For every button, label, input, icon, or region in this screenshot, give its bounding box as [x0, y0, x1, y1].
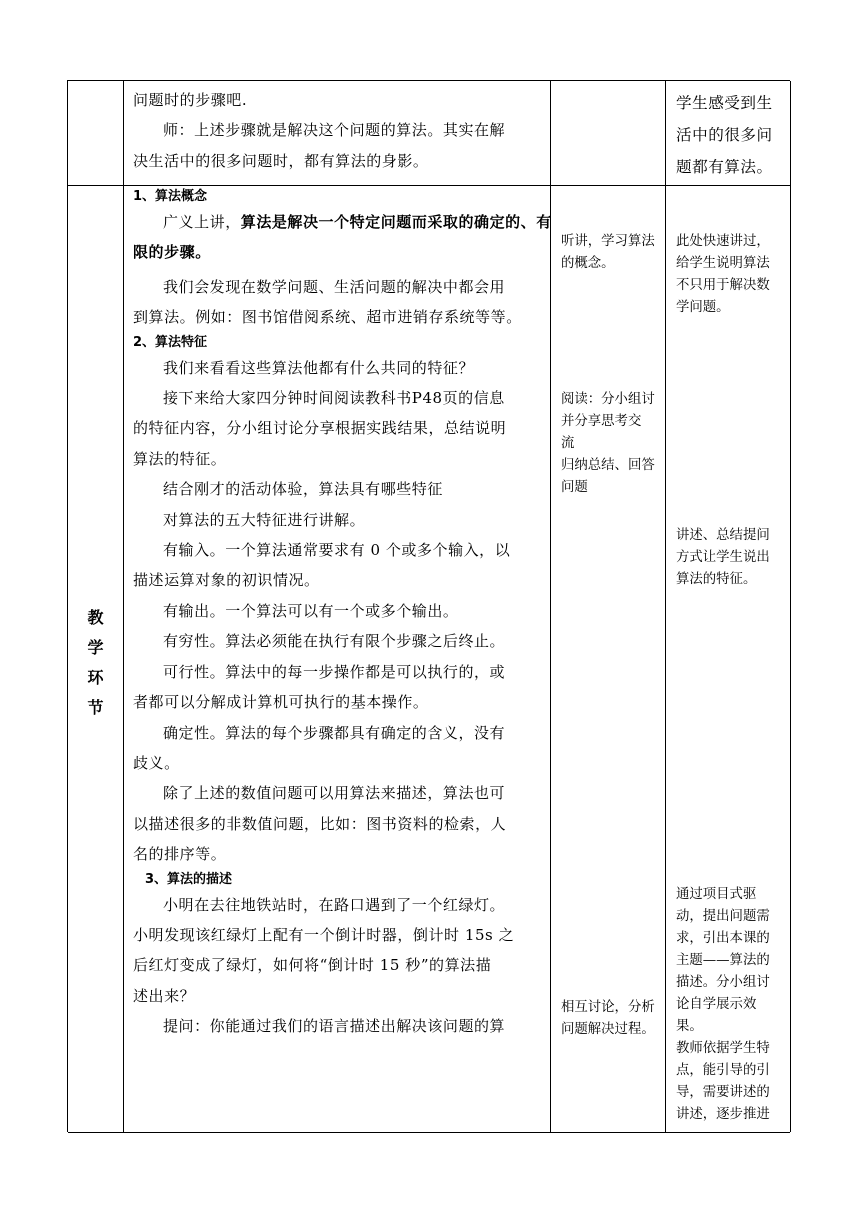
note-line: 主题——算法的 [676, 953, 770, 968]
activity-line: 相互讨论，分析 [561, 1000, 655, 1015]
text-line: 小明在去往地铁站时，在路口遇到了一个红绿灯。 [163, 895, 506, 914]
section-heading: 2、算法特征 [133, 334, 208, 350]
text-line: 歧义。 [133, 753, 180, 772]
section-label [68, 603, 123, 723]
student-activity-features [561, 389, 655, 499]
section-label-char: 学 [87, 638, 104, 657]
note-line: 算法的特征。 [676, 572, 757, 587]
note-line: 动，提出问题需 [676, 909, 770, 924]
text-line: 描述运算对象的初识情况。 [133, 571, 320, 590]
text-line: 的特征内容，分小组讨论分享根据实践结果，总结说明 [133, 419, 507, 438]
text-line: 以描述很多的非数值问题，比如：图书资料的检索，人 [133, 814, 507, 833]
note-line: 论自学展示效 [676, 997, 757, 1012]
text-line: 可行性。算法中的每一步操作都是可以执行的，或 [163, 662, 506, 681]
section-heading: 3、算法的描述 [145, 871, 233, 887]
text-line: 结合刚才的活动体验，算法具有哪些特征 [163, 480, 443, 499]
activity-line: 流 [561, 436, 575, 451]
note-line: 通过项目式驱 [676, 887, 757, 902]
section-label-char: 节 [87, 698, 104, 717]
text-line: 除了上述的数值问题可以用算法来描述，算法也可 [163, 784, 506, 803]
top-row-text [133, 85, 505, 176]
student-activity-description [561, 997, 655, 1041]
text-line: 提问：你能通过我们的语言描述出解决该问题的算 [163, 1017, 506, 1036]
row-divider [68, 1132, 790, 1133]
activity-line: 问题解决过程。 [561, 1022, 655, 1037]
text-line: 我们会发现在数学问题、生活问题的解决中都会用 [163, 277, 506, 296]
text-line: 决生活中的很多问题时，都有算法的身影。 [133, 151, 429, 170]
activity-line: 阅读：分小组讨 [561, 392, 655, 407]
definition-bold: 算法是解决一个特定问题而采取的确定的、有 [240, 213, 552, 231]
text-line: 确定性。算法的每个步骤都具有确定的含义，没有 [163, 723, 506, 742]
text-line: 小明发现该红绿灯上配有一个倒计时器，倒计时 15s 之 [133, 925, 515, 944]
note-line: 不只用于解决数 [676, 278, 770, 293]
note-line: 教师依据学生特 [676, 1041, 770, 1056]
note-line: 学生感受到生 [676, 94, 773, 112]
note-line: 讲述、总结提问 [676, 528, 770, 543]
note-line: 描述。分小组讨 [676, 975, 770, 990]
note-line: 方式让学生说出 [676, 550, 770, 565]
text-line: 有输出。一个算法可以有一个或多个输出。 [163, 601, 459, 620]
column-divider [123, 81, 124, 1132]
text-line: 师：上述步骤就是解决这个问题的算法。其实在解 [163, 121, 506, 140]
section-label-char: 教 [87, 608, 104, 627]
definition-line [133, 207, 552, 237]
text-line: 接下来给大家四分钟时间阅读教科书P48页的信息 [163, 389, 505, 408]
activity-line: 归纳总结、回答 [561, 458, 655, 473]
activity-line: 听讲，学习算法 [561, 234, 655, 249]
note-line: 果。 [676, 1019, 703, 1034]
column-divider [790, 81, 791, 1132]
note-line: 题都有算法。 [676, 158, 773, 176]
text-line: 名的排序等。 [133, 845, 227, 864]
note-line: 学问题。 [676, 300, 730, 315]
note-line: 此处快速讲过， [676, 234, 770, 249]
design-note-description [676, 884, 770, 1126]
text-line: 我们来看看这些算法他都有什么共同的特征？ [163, 358, 475, 377]
text-line: 算法的特征。 [133, 449, 227, 468]
note-line: 求，引出本课的 [676, 931, 770, 946]
text-line: 述出来？ [133, 986, 196, 1005]
note-line: 活中的很多问 [676, 126, 773, 144]
text-line: 问题时的步骤吧. [133, 91, 248, 109]
activity-line: 并分享思考交 [561, 414, 642, 429]
design-note-features [676, 525, 770, 591]
note-line: 给学生说明算法 [676, 256, 770, 271]
text-line: 有穷性。算法必须能在执行有限个步骤之后终止。 [163, 632, 506, 651]
lesson-table [67, 80, 790, 1132]
section-label-char: 环 [87, 668, 104, 687]
main-content [133, 187, 552, 1042]
definition-bold: 限的步骤。 [133, 243, 211, 262]
student-activity-concept [561, 231, 655, 275]
activity-line: 问题 [561, 480, 588, 495]
note-line: 讲述，逐步推进 [676, 1107, 770, 1122]
top-row-note [676, 87, 773, 183]
text-line: 对算法的五大特征进行讲解。 [163, 510, 366, 529]
definition-prefix: 广义上讲， [163, 213, 241, 231]
text-line: 后红灯变成了绿灯，如何将“倒计时 15 秒”的算法描 [133, 956, 492, 975]
row-divider [68, 185, 790, 186]
text-line: 有输入。一个算法通常要求有 0 个或多个输入，以 [163, 541, 511, 560]
text-line: 者都可以分解成计算机可执行的基本操作。 [133, 693, 429, 712]
text-line: 到算法。例如：图书馆借阅系统、超市进销存系统等等。 [133, 308, 522, 327]
section-heading: 1、算法概念 [133, 189, 208, 204]
note-line: 点，能引导的引 [676, 1063, 770, 1078]
design-note-concept [676, 231, 770, 319]
note-line: 导，需要讲述的 [676, 1085, 770, 1100]
activity-line: 的概念。 [561, 256, 615, 271]
column-divider [665, 81, 666, 1132]
